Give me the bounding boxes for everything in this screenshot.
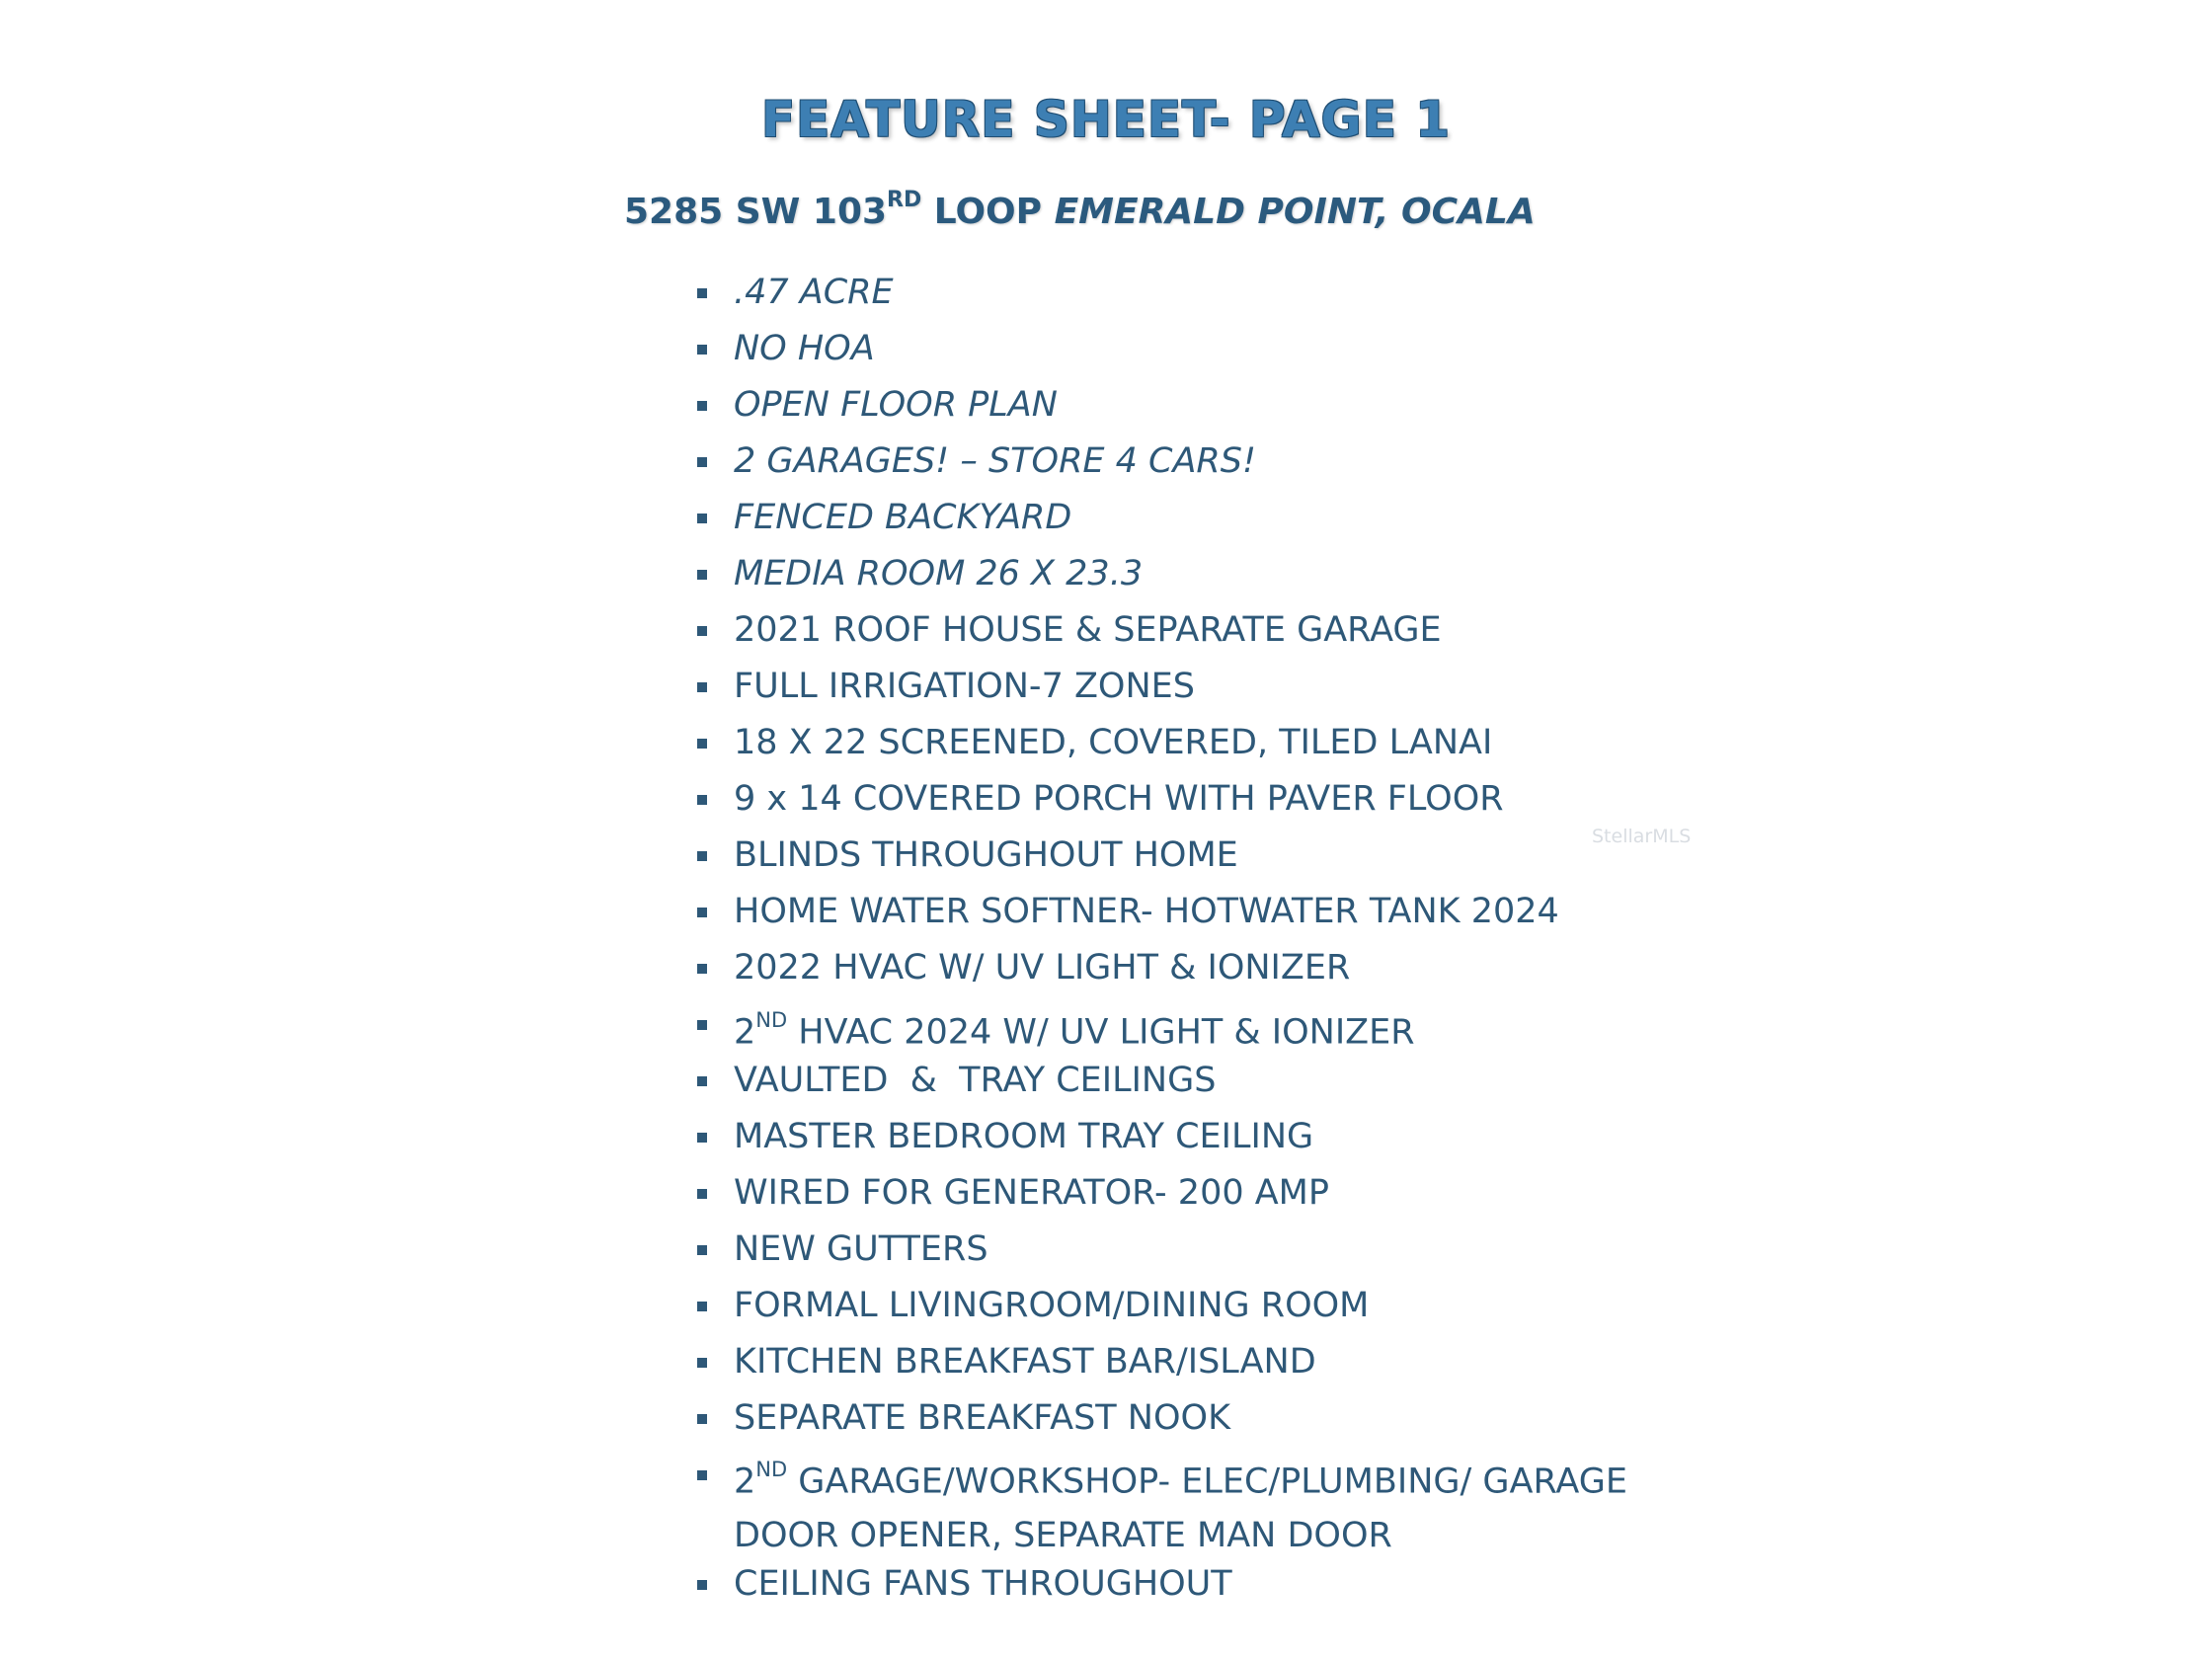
bullet-icon [697,345,707,355]
feature-item [691,1109,1679,1165]
feature-text: 2021 ROOF HOUSE & SEPARATE GARAGE [734,610,1442,650]
bullet-icon [697,1133,707,1143]
feature-text-post: HVAC 2024 W/ UV LIGHT & IONIZER [787,1012,1415,1053]
feature-item [691,265,1679,321]
bullet-icon [697,1470,707,1480]
bullet-icon [697,1076,707,1086]
feature-text: WIRED FOR GENERATOR- 200 AMP [734,1173,1329,1213]
feature-text-sup: ND [755,1008,788,1032]
feature-item [691,828,1679,884]
feature-item [691,940,1679,996]
bullet-icon [697,1358,707,1368]
feature-text: MEDIA ROOM 26 X 23.3 [734,554,1144,593]
feature-item [691,490,1679,546]
address-street-suffix: RD [887,188,922,212]
feature-text: MASTER BEDROOM TRAY CEILING [734,1117,1314,1156]
feature-text: FENCED BACKYARD [734,498,1072,537]
feature-text: 2 GARAGES! – STORE 4 CARS! [734,441,1256,481]
bullet-icon [697,682,707,692]
bullet-icon [697,1414,707,1424]
feature-item [691,1053,1679,1109]
feature-item [691,1165,1679,1222]
feature-item [691,1556,1679,1613]
bullet-icon [697,851,707,861]
feature-item [691,1222,1679,1278]
property-address [624,188,1536,232]
feature-item [691,884,1679,940]
watermark: StellarMLS [1592,826,1692,847]
feature-text: VAULTED & TRAY CEILINGS [734,1061,1217,1100]
bullet-icon [697,1189,707,1199]
address-street-rest: LOOP [921,192,1055,232]
feature-item [691,996,1679,1053]
bullet-icon [697,514,707,523]
bullet-icon [697,964,707,974]
feature-item [691,602,1679,659]
feature-text: KITCHEN BREAKFAST BAR/ISLAND [734,1342,1316,1382]
feature-text: FORMAL LIVINGROOM/DINING ROOM [734,1286,1370,1325]
feature-item [691,715,1679,771]
feature-item [691,1390,1679,1447]
feature-text: BLINDS THROUGHOUT HOME [734,835,1238,875]
feature-list [691,265,1679,1613]
feature-item [691,546,1679,602]
bullet-icon [697,795,707,805]
feature-text: 2022 HVAC W/ UV LIGHT & IONIZER [734,948,1351,988]
feature-text: OPEN FLOOR PLAN [734,385,1058,425]
feature-text: 18 X 22 SCREENED, COVERED, TILED LANAI [734,723,1493,762]
feature-item [691,434,1679,490]
feature-text: FULL IRRIGATION-7 ZONES [734,667,1195,706]
feature-item [691,659,1679,715]
feature-item [691,321,1679,377]
feature-text: HOME WATER SOFTNER- HOTWATER TANK 2024 [734,892,1559,931]
feature-text: .47 ACRE [734,273,894,312]
bullet-icon [697,626,707,636]
feature-text: SEPARATE BREAKFAST NOOK [734,1398,1231,1438]
bullet-icon [697,570,707,580]
feature-text-pre: 2 [734,1012,756,1053]
bullet-icon [697,401,707,411]
feature-text: NO HOA [734,329,875,368]
bullet-icon [697,457,707,467]
bullet-icon [697,1245,707,1255]
bullet-icon [697,739,707,749]
bullet-icon [697,1020,707,1030]
bullet-icon [697,288,707,298]
address-street: 5285 SW 103 [624,192,888,232]
feature-text-sup: ND [755,1458,788,1481]
address-location: EMERALD POINT, OCALA [1054,192,1536,232]
bullet-icon [697,908,707,917]
feature-text: 9 x 14 COVERED PORCH WITH PAVER FLOOR [734,779,1504,819]
feature-text-pre: 2 [734,1462,756,1502]
bullet-icon [697,1302,707,1311]
feature-text: CEILING FANS THROUGHOUT [734,1564,1232,1604]
feature-text: NEW GUTTERS [734,1229,988,1269]
feature-item [691,1334,1679,1390]
feature-item [691,771,1679,828]
feature-item [691,1447,1679,1556]
feature-item [691,1278,1679,1334]
bullet-icon [697,1580,707,1590]
page-title: FEATURE SHEET- PAGE 1 [760,91,1452,148]
feature-text-post: GARAGE/WORKSHOP- ELEC/PLUMBING/ GARAGE DOOR OPENER, SEPARATE MAN DOOR [734,1462,1627,1555]
feature-item [691,377,1679,434]
